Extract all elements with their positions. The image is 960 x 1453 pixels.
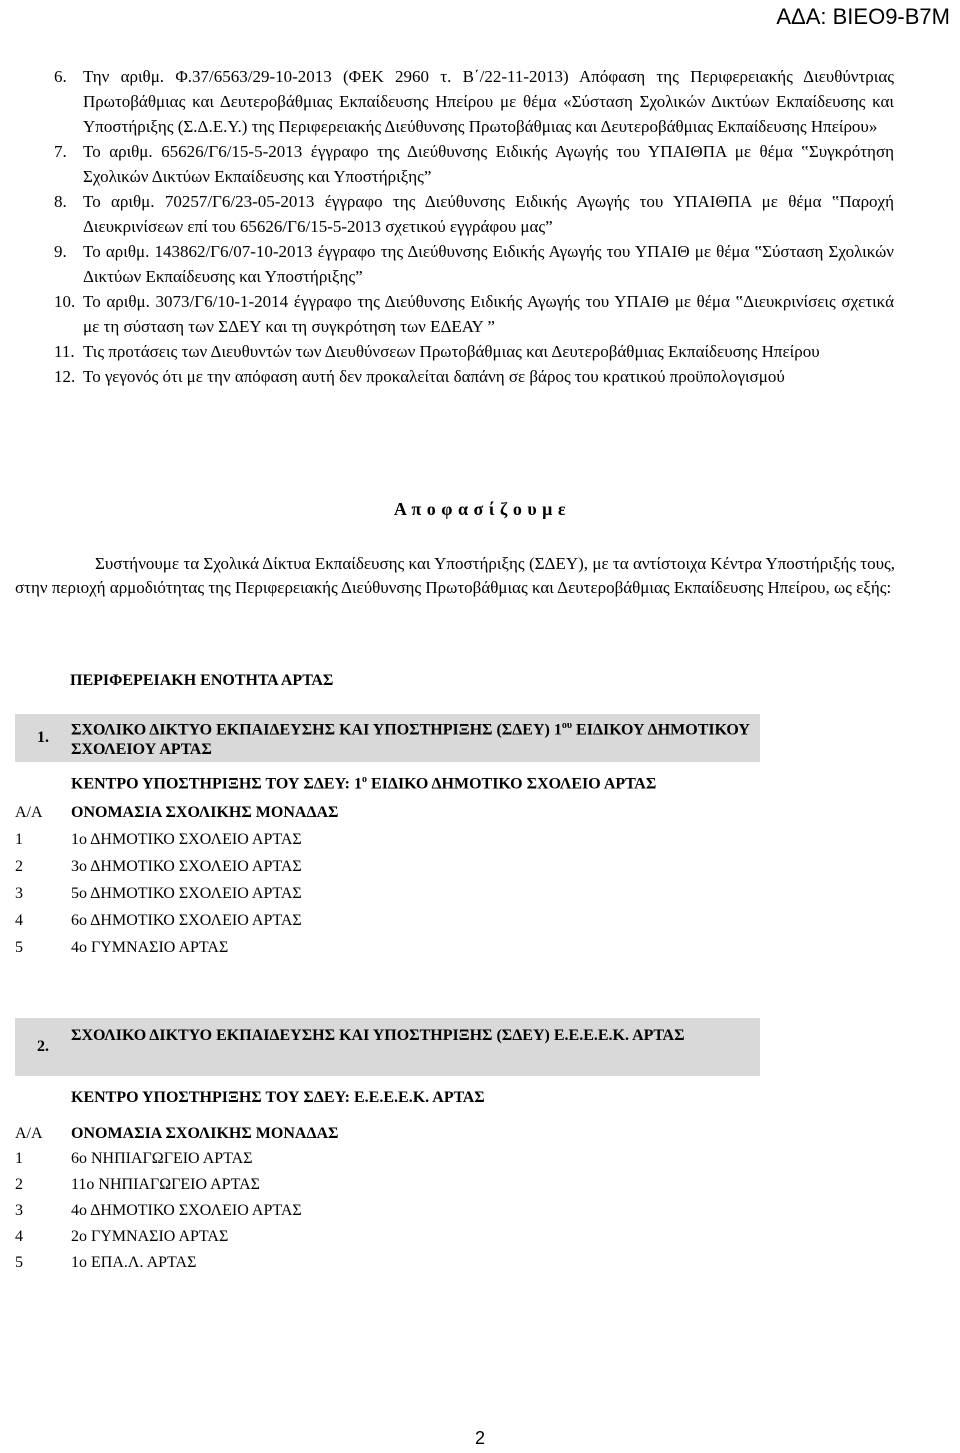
- network-number: 1.: [37, 729, 49, 747]
- ada-code: ΑΔΑ: ΒΙΕΟ9-Β7Μ: [776, 4, 950, 29]
- consideration-text: Την αριθμ. Φ.37/6563/29-10-2013 (ΦΕΚ 2960 τ. Β΄/22-11-2013) Απόφαση της Περιφερειακής Διευθύντριας Πρωτοβάθμιας και Δευτεροβάθμιας Εκπαίδευσης Ηπείρου με θέμα «Σύσταση Σχολικών Δικτύων Εκπαίδευσης και Υποστήριξης (Σ.Δ.Ε.Υ.) της Περιφερειακής Διεύθυνσης Πρωτοβάθμιας και Δευτεροβάθμιας Εκπαίδευσης Ηπείρου»: [83, 67, 894, 136]
- table-row: 5 4ο ΓΥΜΝΑΣΙΟ ΑΡΤΑΣ: [15, 939, 229, 957]
- school-network-table: [15, 714, 760, 962]
- table-row: 5 1ο ΕΠΑ.Λ. ΑΡΤΑΣ: [15, 1254, 197, 1271]
- table-row: 1 1ο ΔΗΜΟΤΙΚΟ ΣΧΟΛΕΙΟ ΑΡΤΑΣ: [15, 831, 302, 849]
- table-row: 2 11ο ΝΗΠΙΑΓΩΓΕΙΟ ΑΡΤΑΣ: [15, 1176, 260, 1193]
- support-center: ΚΕΝΤΡΟ ΥΠΟΣΤΗΡΙΞΗΣ ΤΟΥ ΣΔΕΥ: Ε.Ε.Ε.Ε.Κ. ΑΡΤΑΣ: [71, 1089, 485, 1106]
- network-header: [15, 1018, 760, 1076]
- consideration-number: 11.: [54, 342, 75, 361]
- col-name-header: ΟΝΟΜΑΣΙΑ ΣΧΟΛΙΚΗΣ ΜΟΝΑΔΑΣ: [71, 1125, 339, 1142]
- network-number: 2.: [37, 1038, 49, 1055]
- consideration-number: 8.: [54, 192, 67, 211]
- consideration-item: [54, 64, 894, 139]
- table-row: 3 5ο ΔΗΜΟΤΙΚΟ ΣΧΟΛΕΙΟ ΑΡΤΑΣ: [15, 885, 302, 903]
- consideration-item: [54, 339, 894, 364]
- consideration-text: Το γεγονός ότι με την απόφαση αυτή δεν προκαλείται δαπάνη σε βάρος του κρατικού προϋπολογισμού: [83, 367, 785, 386]
- network-header: [15, 714, 760, 762]
- consideration-item: [54, 239, 894, 289]
- consideration-item: [54, 189, 894, 239]
- network-title: ΣΧΟΛΙΚΟ ΔΙΚΤΥΟ ΕΚΠΑΙΔΕΥΣΗΣ ΚΑΙ ΥΠΟΣΤΗΡΙΞΗΣ (ΣΔΕΥ) $1^{o\upsilon}$ ΕΙΔΙΚΟΥ ΔΗΜΟΤΙΚΟΥ ΣΧΟΛΕΙΟΥ ΑΡΤΑΣ: [71, 720, 750, 759]
- consideration-number: 7.: [54, 142, 67, 161]
- network-title: ΣΧΟΛΙΚΟ ΔΙΚΤΥΟ ΕΚΠΑΙΔΕΥΣΗΣ ΚΑΙ ΥΠΟΣΤΗΡΙΞΗΣ (ΣΔΕΥ) Ε.Ε.Ε.Ε.Κ. ΑΡΤΑΣ: [71, 1027, 685, 1044]
- consideration-number: 10.: [54, 292, 76, 311]
- consideration-item: [54, 364, 894, 389]
- column-headers: [15, 803, 760, 823]
- consideration-text: Το αριθμ. 70257/Γ6/23-05-2013 έγγραφο της Διεύθυνσης Ειδικής Αγωγής του ΥΠΑΙΘΠΑ με θέμα ‟Παροχή Διευκρινίσεων επί του 65626/Γ6/15-5-2013 σχετικού εγγράφου μας”: [83, 192, 894, 236]
- decision-paragraph: Συστήνουμε τα Σχολικά Δίκτυα Εκπαίδευσης και Υποστήριξης (ΣΔΕΥ), με τα αντίστοιχα Κέντρα Υποστήριξής τους, στην περιοχή αρμοδιότητας της Περιφερειακής Διεύθυνσης Πρωτοβάθμιας και Δευτεροβάθμιας Εκπαίδευσης Ηπείρου, ως εξής:: [15, 554, 895, 597]
- column-headers: [15, 1124, 760, 1144]
- table-row: 1 6ο ΝΗΠΙΑΓΩΓΕΙΟ ΑΡΤΑΣ: [15, 1150, 253, 1167]
- consideration-text: Το αριθμ. 65626/Γ6/15-5-2013 έγγραφο της Διεύθυνσης Ειδικής Αγωγής του ΥΠΑΙΘΠΑ με θέμα ‟Συγκρότηση Σχολικών Δικτύων Εκπαίδευσης και Υποστήριξης”: [83, 142, 894, 186]
- consideration-text: Το αριθμ. 143862/Γ6/07-10-2013 έγγραφο της Διεύθυνσης Ειδικής Αγωγής του ΥΠΑΙΘ με θέμα ‟Σύσταση Σχολικών Δικτύων Εκπαίδευσης και Υποστήριξης”: [83, 242, 894, 286]
- consideration-text: Το αριθμ. 3073/Γ6/10-1-2014 έγγραφο της Διεύθυνσης Ειδικής Αγωγής του ΥΠΑΙΘ με θέμα ‟Διευκρινίσεις σχετικά με τη σύσταση των ΣΔΕΥ και τη συγκρότηση των ΕΔΕΑΥ ”: [83, 292, 894, 336]
- table-row: 4 2ο ΓΥΜΝΑΣΙΟ ΑΡΤΑΣ: [15, 1228, 229, 1245]
- considerations-list: [54, 64, 894, 389]
- table-row: 4 6ο ΔΗΜΟΤΙΚΟ ΣΧΟΛΕΙΟ ΑΡΤΑΣ: [15, 912, 302, 930]
- consideration-number: 9.: [54, 242, 67, 261]
- consideration-number: 12.: [54, 367, 76, 386]
- regional-unit-heading: ΠΕΡΙΦΕΡΕΙΑΚΗ ΕΝΟΤΗΤΑ ΑΡΤΑΣ: [70, 672, 334, 689]
- consideration-text: Τις προτάσεις των Διευθυντών των Διευθύνσεων Πρωτοβάθμιας και Δευτεροβάθμιας Εκπαίδευσης Ηπείρου: [83, 342, 820, 361]
- consideration-item: [54, 139, 894, 189]
- col-aa-header: Α/Α: [15, 803, 43, 821]
- col-aa-header: Α/Α: [15, 1125, 43, 1142]
- col-name-header: ΟΝΟΜΑΣΙΑ ΣΧΟΛΙΚΗΣ ΜΟΝΑΔΑΣ: [71, 803, 339, 821]
- support-center: ΚΕΝΤΡΟ ΥΠΟΣΤΗΡΙΞΗΣ ΤΟΥ ΣΔΕΥ: $1^o$ ΕΙΔΙΚΟ ΔΗΜΟΤΙΚΟ ΣΧΟΛΕΙΟ ΑΡΤΑΣ: [71, 774, 657, 793]
- page-number: 2: [474, 1428, 485, 1448]
- school-network-table: [15, 1018, 760, 1276]
- consideration-number: 6.: [54, 67, 67, 86]
- consideration-item: [54, 289, 894, 339]
- decision-heading: Α π ο φ α σ ί ζ ο υ μ ε: [393, 499, 567, 519]
- table-row: 2 3ο ΔΗΜΟΤΙΚΟ ΣΧΟΛΕΙΟ ΑΡΤΑΣ: [15, 858, 302, 876]
- table-row: 3 4ο ΔΗΜΟΤΙΚΟ ΣΧΟΛΕΙΟ ΑΡΤΑΣ: [15, 1202, 302, 1219]
